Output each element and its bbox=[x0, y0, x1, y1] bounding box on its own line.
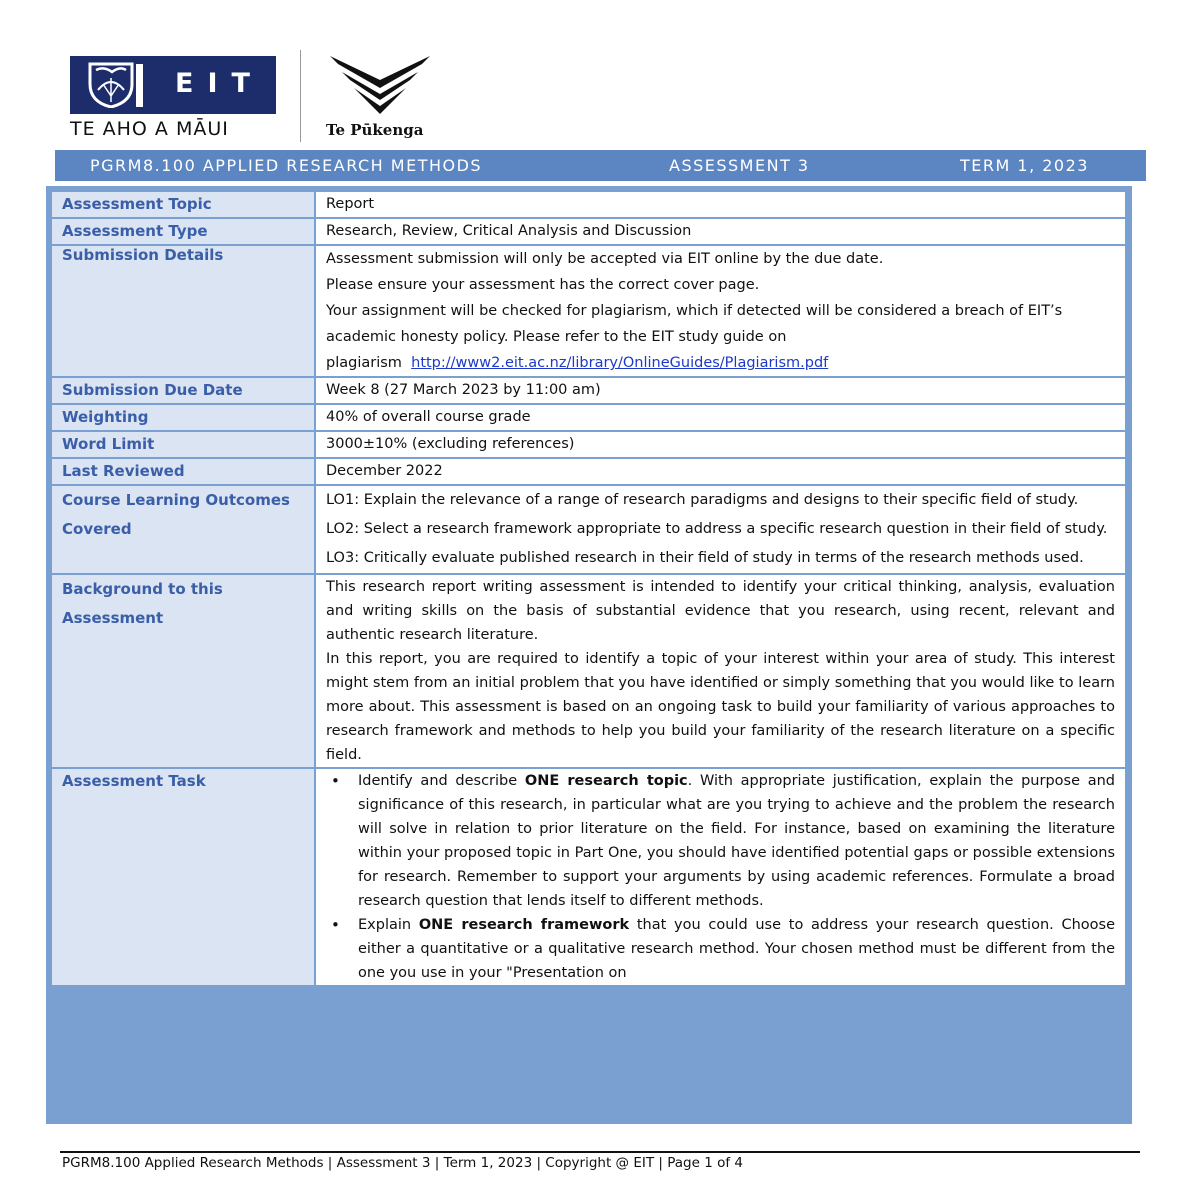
title-banner bbox=[55, 150, 1146, 181]
banner-assessment: ASSESSMENT 3 bbox=[669, 156, 810, 175]
value-task bbox=[315, 768, 1126, 986]
label-submission: Submission Details bbox=[51, 245, 315, 377]
value-word-limit: 3000±10% (excluding references) bbox=[315, 431, 1126, 458]
row-weighting bbox=[51, 404, 1126, 431]
task-list bbox=[326, 769, 1115, 985]
te-pukenga-mark-icon bbox=[328, 54, 432, 122]
row-due-date bbox=[51, 377, 1126, 404]
eit-crest-icon bbox=[86, 62, 146, 112]
label-word-limit: Word Limit bbox=[51, 431, 315, 458]
submission-line-2: Please ensure your assessment has the correct cover page. bbox=[326, 277, 760, 293]
label-topic: Assessment Topic bbox=[51, 191, 315, 218]
banner-term: TERM 1, 2023 bbox=[960, 156, 1089, 175]
submission-line-1: Assessment submission will only be accepted via EIT online by the due date. bbox=[326, 251, 884, 267]
te-pukenga-wordmark: Te Pūkenga bbox=[326, 121, 424, 139]
eit-logo bbox=[70, 56, 276, 114]
row-background bbox=[51, 574, 1126, 768]
label-type: Assessment Type bbox=[51, 218, 315, 245]
header-logos bbox=[70, 50, 450, 145]
plagiarism-guide-link[interactable]: http://www2.eit.ac.nz/library/OnlineGuides/Plagiarism.pdf bbox=[411, 355, 829, 371]
task-item-2: • Explain ONE research framework that you could use to address your research question. Choose either a quantitative or a qualitative research method. Your chosen method must be different from the one you use in your "Presentation on bbox=[358, 913, 1115, 985]
task-item-1: • Identify and describe ONE research topic. With appropriate justification, explain the purpose and significance of this research, in particular what are you trying to achieve and the problem the research will solve in relation to prior literature on the field. For instance, based on examining the literature within your proposed topic in Part One, you should have identified potential gaps or possible extensions for research. Remember to support your arguments by using academic references. Formulate a broad research question that lends itself to different methods. bbox=[358, 769, 1115, 913]
value-topic: Report bbox=[315, 191, 1126, 218]
logo-divider bbox=[300, 50, 301, 142]
eit-wordmark: EIT bbox=[175, 68, 264, 99]
label-due-date: Submission Due Date bbox=[51, 377, 315, 404]
value-due-date: Week 8 (27 March 2023 by 11:00 am) bbox=[315, 377, 1126, 404]
outcome-lo1: LO1: Explain the relevance of a range of research paradigms and designs to their specific field of study. bbox=[326, 492, 1079, 508]
banner-course: PGRM8.100 APPLIED RESEARCH METHODS bbox=[90, 156, 483, 175]
label-background: Background to this Assessment bbox=[51, 574, 315, 768]
submission-line-3 bbox=[326, 298, 1115, 376]
eit-subtitle: TE AHO A MĀUI bbox=[70, 118, 229, 140]
label-weighting: Weighting bbox=[51, 404, 315, 431]
background-paragraph-2: In this report, you are required to identify a topic of your interest within your area of study. This interest might stem from an initial problem that you have identified or simply something that you would like to learn more about. This assessment is based on an ongoing task to build your familiarity of various approaches to research framework and methods to help you build your familiarity of the research literature on a specific field. bbox=[326, 651, 1115, 763]
value-last-reviewed: December 2022 bbox=[315, 458, 1126, 485]
label-last-reviewed: Last Reviewed bbox=[51, 458, 315, 485]
submission-plagiarism-text: Your assignment will be checked for plagiarism, which if detected will be considered a breach of EIT’s academic honesty policy. Please refer to the EIT study guide on plagiarism bbox=[326, 303, 1063, 371]
row-type bbox=[51, 218, 1126, 245]
row-word-limit bbox=[51, 431, 1126, 458]
label-outcomes: Course Learning Outcomes Covered bbox=[51, 485, 315, 574]
row-topic bbox=[51, 191, 1126, 218]
row-outcomes bbox=[51, 485, 1126, 574]
outcome-lo2: LO2: Select a research framework appropriate to address a specific research question in their field of study. bbox=[326, 521, 1108, 537]
row-submission bbox=[51, 245, 1126, 377]
row-last-reviewed bbox=[51, 458, 1126, 485]
value-outcomes bbox=[315, 485, 1126, 574]
assessment-table-frame bbox=[46, 186, 1132, 1124]
assessment-info-table bbox=[50, 190, 1127, 987]
value-submission bbox=[315, 245, 1126, 377]
value-weighting: 40% of overall course grade bbox=[315, 404, 1126, 431]
value-type: Research, Review, Critical Analysis and Discussion bbox=[315, 218, 1126, 245]
background-paragraph-1: This research report writing assessment is intended to identify your critical thinking, analysis, evaluation and writing skills on the basis of substantial evidence that you research, using recent, relevant and authentic research literature. bbox=[326, 579, 1115, 643]
value-background bbox=[315, 574, 1126, 768]
footer-rule bbox=[60, 1151, 1140, 1153]
label-task: Assessment Task bbox=[51, 768, 315, 986]
outcome-lo3: LO3: Critically evaluate published research in their field of study in terms of the research methods used. bbox=[326, 550, 1084, 566]
page-footer: PGRM8.100 Applied Research Methods | Assessment 3 | Term 1, 2023 | Copyright @ EIT | Page 1 of 4 bbox=[62, 1155, 743, 1171]
row-task bbox=[51, 768, 1126, 986]
